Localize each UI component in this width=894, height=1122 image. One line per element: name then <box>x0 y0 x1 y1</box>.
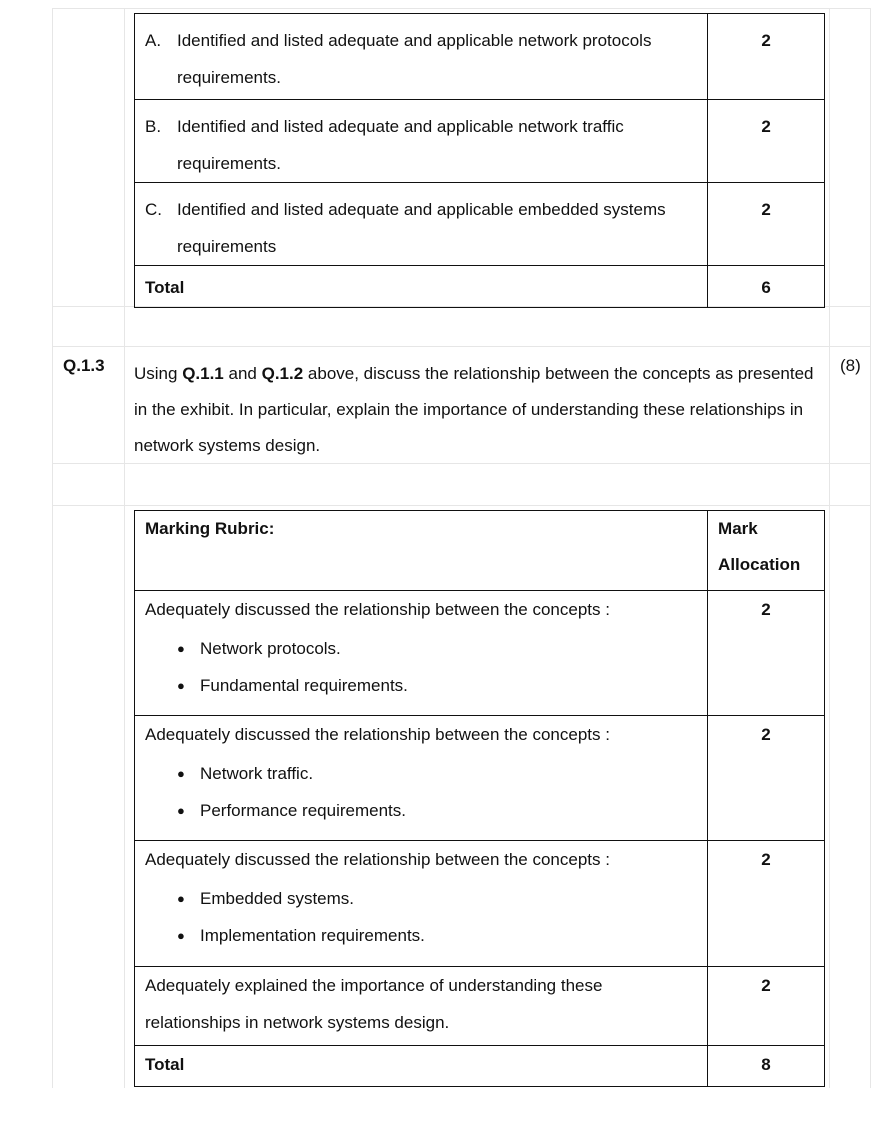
total-value-cell <box>708 1046 825 1087</box>
criterion-text: Identified and listed adequate and applicable embedded systems requirements <box>177 200 666 256</box>
table-row <box>135 14 825 100</box>
question-marks: (8) <box>840 356 861 375</box>
list-item: ● Network traffic. <box>135 755 707 792</box>
total-value: 8 <box>761 1055 771 1074</box>
mark-cell <box>708 14 825 100</box>
criterion-cell <box>135 716 708 841</box>
outer-grid-line <box>52 346 871 347</box>
table-row <box>135 716 825 841</box>
mark-value: 2 <box>761 200 771 219</box>
row-letter: B. <box>145 117 162 136</box>
mark-value: 2 <box>761 725 771 744</box>
question-text <box>134 356 814 464</box>
total-row <box>135 1046 825 1087</box>
mark-cell <box>708 841 825 967</box>
criterion-text: Adequately discussed the relationship between the concepts : <box>145 600 610 619</box>
header-mark-cell <box>708 511 825 591</box>
header-mark-line2: Allocation <box>718 555 801 574</box>
outer-grid-line <box>52 505 871 506</box>
total-value: 6 <box>761 278 771 297</box>
list-item: ● Implementation requirements. <box>135 917 707 954</box>
total-label-cell <box>135 266 708 308</box>
total-value-cell <box>708 266 825 308</box>
question-text-suffix: above, discuss the relationship between the concepts as presented in the exhibit. In particular, explain the importance of understanding these relationships in network systems design. <box>134 364 814 455</box>
mark-cell <box>708 967 825 1046</box>
table-row <box>135 100 825 183</box>
list-item: ● Embedded systems. <box>135 880 707 917</box>
table-row <box>135 841 825 967</box>
header-label-cell <box>135 511 708 591</box>
criterion-text: Identified and listed adequate and applicable network traffic requirements. <box>177 117 624 173</box>
mark-value: 2 <box>761 31 771 50</box>
header-mark-line1: Mark <box>718 519 758 538</box>
question-ref-1: Q.1.1 <box>182 364 224 383</box>
mark-cell <box>708 591 825 716</box>
rubric-table-bottom <box>134 510 825 1087</box>
outer-grid-line <box>124 8 125 1088</box>
question-text-prefix: Using <box>134 364 183 383</box>
question-ref-2: Q.1.2 <box>261 364 304 383</box>
table-row <box>135 967 825 1046</box>
outer-grid-line <box>829 8 830 1088</box>
criterion-cell <box>135 14 708 100</box>
marking-rubric-heading: Marking Rubric: <box>145 519 275 538</box>
header-row <box>135 511 825 591</box>
outer-grid-line <box>870 8 871 1088</box>
list-item: ● Network protocols. <box>135 630 707 667</box>
bullet-list <box>135 880 707 954</box>
table-row <box>135 183 825 266</box>
total-label-cell <box>135 1046 708 1087</box>
mark-cell <box>708 716 825 841</box>
list-item: ● Performance requirements. <box>135 792 707 829</box>
rubric-table-top <box>134 13 825 308</box>
mark-value: 2 <box>761 850 771 869</box>
mark-value: 2 <box>761 117 771 136</box>
total-label: Total <box>145 278 185 297</box>
mark-cell <box>708 183 825 266</box>
criterion-cell <box>135 183 708 266</box>
criterion-cell <box>135 841 708 967</box>
bullet-list <box>135 630 707 704</box>
question-text-mid: and <box>223 364 262 383</box>
row-letter: C. <box>145 200 162 219</box>
criterion-cell <box>135 100 708 183</box>
mark-cell <box>708 100 825 183</box>
criterion-text: Adequately discussed the relationship between the concepts : <box>145 725 610 744</box>
bullet-list <box>135 755 707 829</box>
list-item: ● Fundamental requirements. <box>135 667 707 704</box>
criterion-text: Adequately discussed the relationship between the concepts : <box>145 850 610 869</box>
total-row <box>135 266 825 308</box>
criterion-cell <box>135 591 708 716</box>
outer-grid-line <box>52 8 871 9</box>
question-number: Q.1.3 <box>63 356 105 375</box>
mark-value: 2 <box>761 976 771 995</box>
row-letter: A. <box>145 31 162 50</box>
criterion-text: Adequately explained the importance of understanding these relationships in network systems design. <box>145 976 603 1032</box>
table-row <box>135 591 825 716</box>
criterion-cell <box>135 967 708 1046</box>
outer-grid-line <box>52 8 53 1088</box>
mark-value: 2 <box>761 600 771 619</box>
criterion-text: Identified and listed adequate and applicable network protocols requirements. <box>177 31 652 87</box>
total-label: Total <box>145 1055 185 1074</box>
